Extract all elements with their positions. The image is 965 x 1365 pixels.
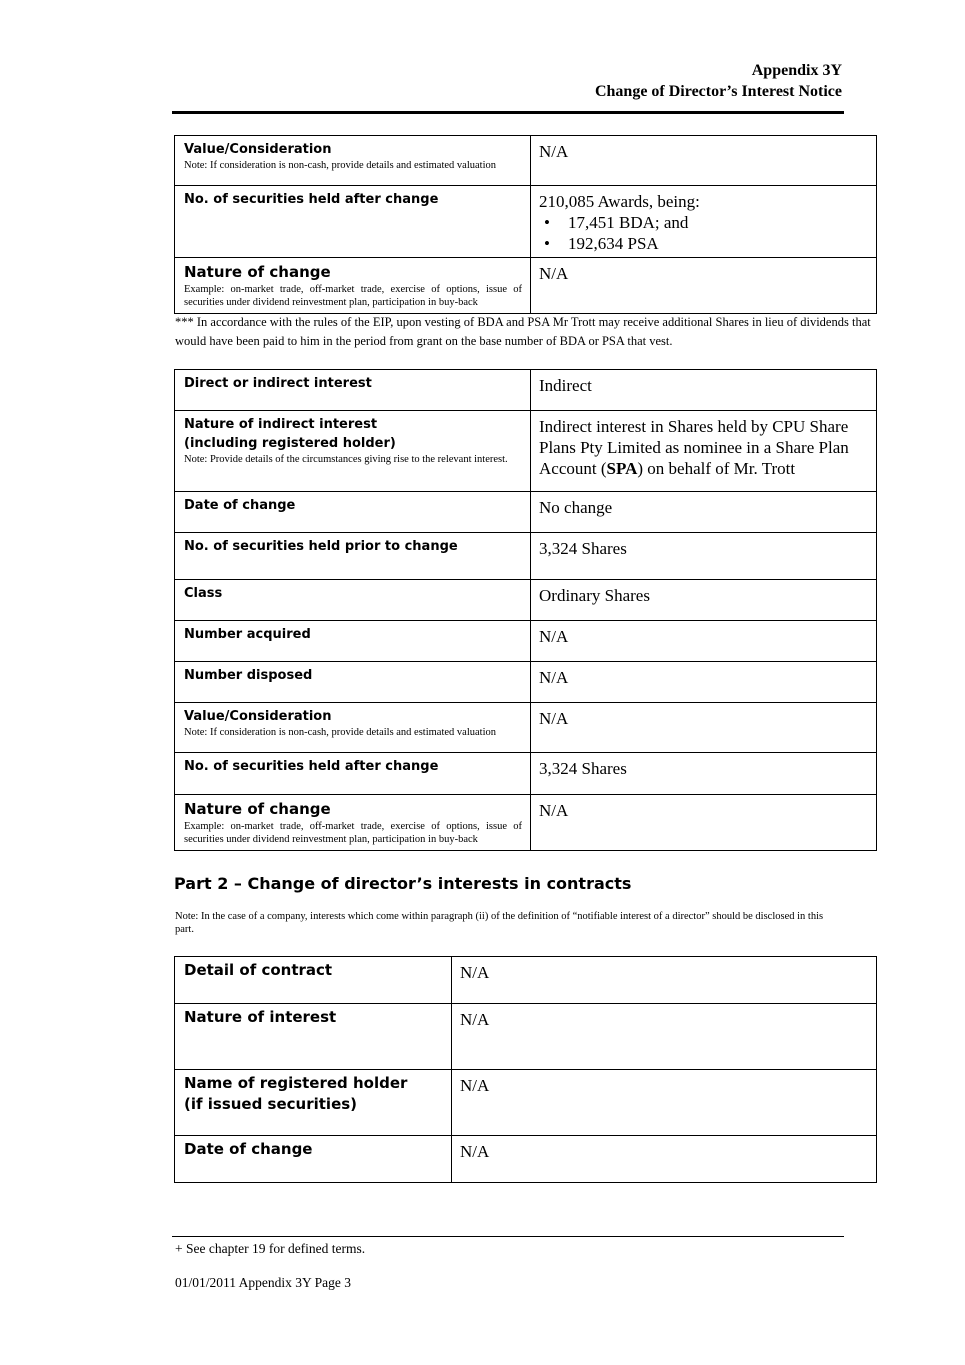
row-label-cell [175,703,531,753]
table-row [175,533,877,580]
row-label: Number disposed [184,668,313,683]
contract-interests-table [174,956,877,1183]
row-value: 3,324 Shares [531,533,877,580]
row-label: Nature of interest [184,1008,337,1026]
row-label: Detail of contract [184,961,333,979]
indirect-interest-table [174,369,877,851]
table-row [175,753,877,795]
row-value: No change [531,492,877,533]
table-row [175,186,877,258]
row-value: N/A [531,795,877,851]
table-row [175,580,877,621]
header-title: Change of Director’s Interest Notice [594,83,842,100]
row-value: N/A [452,1136,877,1183]
row-label-cell [175,370,531,411]
footer-page-info: 01/01/2011 Appendix 3Y Page 3 [175,1275,351,1290]
row-label-sub: (including registered holder) [184,436,396,451]
row-label-cell [175,533,531,580]
row-value-cell [531,186,877,258]
footer-rule [172,1236,844,1237]
row-label: Value/Consideration [184,709,332,724]
table-row [175,703,877,753]
table-row [175,258,877,314]
row-label: Nature of indirect interest [184,417,378,432]
row-value: N/A [531,662,877,703]
row-value: N/A [531,258,877,314]
row-label: No. of securities held after change [184,759,439,774]
row-label: No. of securities held after change [184,192,439,207]
row-value: 3,324 Shares [531,753,877,795]
table-row [175,492,877,533]
row-note: Note: If consideration is non-cash, provide details and estimated valuation [184,160,496,171]
row-value: Indirect [531,370,877,411]
row-note: Note: Provide details of the circumstances giving rise to the relevant interest. [184,454,508,465]
vesting-footnote: *** In accordance with the rules of the EIP, upon vesting of BDA and PSA Mr Trott may receive additional Shares in lieu of dividends that would have been paid to him in the period from grant on the base number of BDA or PSA that vest. [175,315,871,348]
page-header [595,60,842,102]
row-label-cell [175,621,531,662]
securities-table-continued [174,135,877,314]
table-row [175,136,877,186]
row-label-cell [175,492,531,533]
row-label: Value/Consideration [184,142,332,157]
row-label: Name of registered holder [184,1074,408,1092]
table-row [175,957,877,1004]
row-value-post: ) on behalf of Mr. Trott [637,459,796,478]
list-item: • 17,451 BDA; and [568,212,868,233]
row-label: Nature of change [184,263,331,281]
row-label-cell [175,1136,452,1183]
row-label-cell [175,186,531,258]
row-value-cell [531,411,877,492]
row-label: Class [184,586,223,601]
footer-defined-terms: + See chapter 19 for defined terms. [175,1241,366,1256]
row-value: N/A [452,1004,877,1070]
row-label: Date of change [184,498,296,513]
table-row [175,1070,877,1136]
row-label: Date of change [184,1140,313,1158]
row-label: Number acquired [184,627,311,642]
row-label-cell [175,136,531,186]
row-note: Example: on-market trade, off-market trade, exercise of options, issue of securities under dividend reinvestment plan, participation in buy-back [184,284,522,308]
row-label-sub: (if issued securities) [184,1095,358,1113]
table-row [175,662,877,703]
row-label: Direct or indirect interest [184,376,372,391]
table-row [175,1004,877,1070]
row-value: Ordinary Shares [531,580,877,621]
header-rule [172,111,844,114]
row-label-cell [175,258,531,314]
row-label: No. of securities held prior to change [184,539,458,554]
table-row [175,411,877,492]
row-label-cell [175,411,531,492]
row-label: Nature of change [184,800,331,818]
row-value: N/A [531,136,877,186]
table-row [175,1136,877,1183]
part2-heading: Part 2 – Change of director’s interests in contracts [174,874,632,893]
table-row [175,621,877,662]
table-row [175,370,877,411]
header-appendix: Appendix 3Y [751,62,842,79]
row-value: N/A [452,1070,877,1136]
row-value: N/A [531,703,877,753]
row-note: Example: on-market trade, off-market trade, exercise of options, issue of securities under dividend reinvestment plan, participation in buy-back [184,821,522,845]
row-value-pre: Indirect interest in Shares held by CPU Share Plans Pty Limited as nominee in a Share Plan Account ( [539,417,849,478]
row-value: N/A [531,621,877,662]
row-label-cell [175,957,452,1004]
row-value: N/A [452,957,877,1004]
row-label-cell [175,753,531,795]
row-value-bold: SPA [606,459,638,478]
awards-list [539,212,868,254]
row-label-cell [175,1004,452,1070]
part2-note: Note: In the case of a company, interests which come within paragraph (ii) of the definition of “notifiable interest of a director” should be disclosed in this part. [175,911,824,935]
row-label-cell [175,580,531,621]
row-label-cell [175,1070,452,1136]
row-label-cell [175,662,531,703]
table-row [175,795,877,851]
row-value: 210,085 Awards, being: [539,192,700,211]
row-note: Note: If consideration is non-cash, provide details and estimated valuation [184,727,496,738]
row-label-cell [175,795,531,851]
list-item: • 192,634 PSA [568,233,868,254]
